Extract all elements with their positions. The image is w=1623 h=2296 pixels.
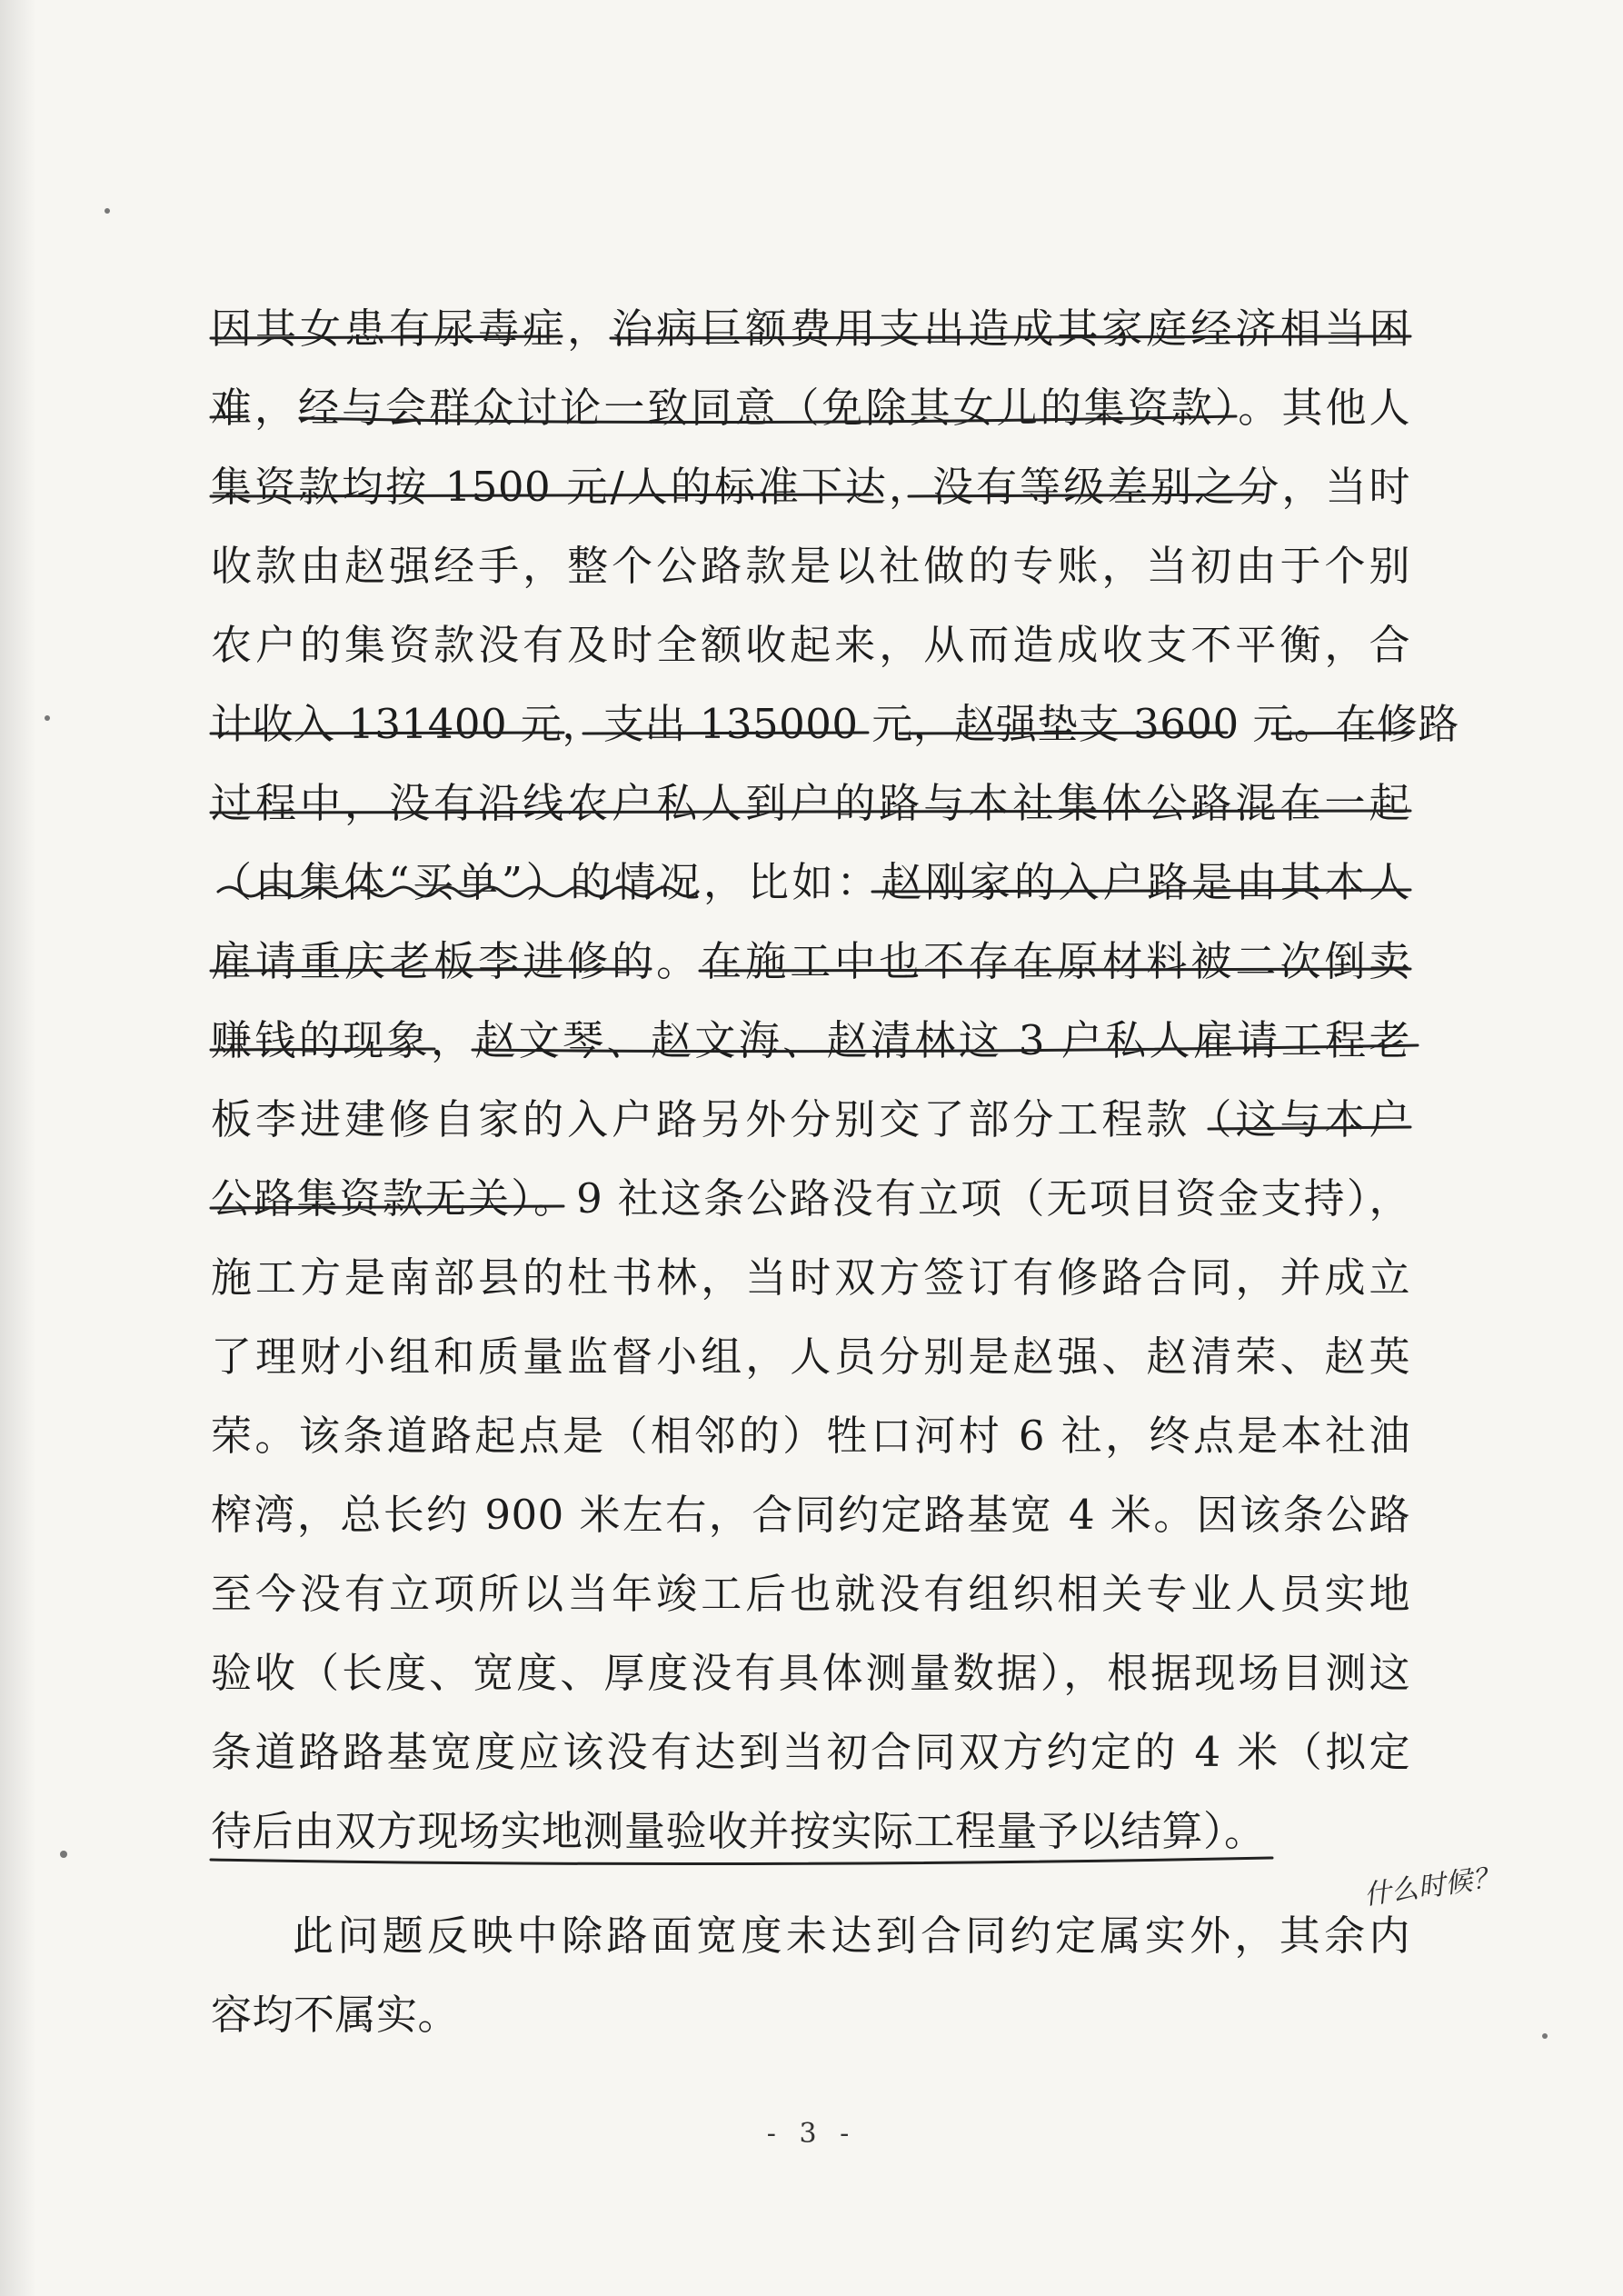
scan-edge-shadow (0, 0, 36, 2296)
text-line: 条道路路基宽度应该没有达到当初合同双方约定的 4 米（拟定 (211, 1728, 1410, 1776)
text-line: 收款由赵强经手，整个公路款是以社做的专账，当初由于个别 (211, 542, 1410, 590)
text-line: 过程中，没有沿线农户私人到户的路与本社集体公路混在一起 (211, 779, 1410, 827)
text-line: 板李进建修自家的入户路另外分别交了部分工程款（这与本户 (211, 1095, 1410, 1143)
text-line: 荣。该条道路起点是（相邻的）牲口河村 6 社，终点是本社油 (211, 1412, 1410, 1460)
text-line: 计收入 131400 元，支出 135000 元，赵强垫支 3600 元。在修路 (211, 700, 1459, 748)
scan-speck (105, 208, 110, 214)
paragraph-2-line: 容均不属实。 (211, 1991, 460, 2039)
paragraph-gap (211, 1871, 1410, 1896)
text-line: 施工方是南部县的杜书林，当时双方签订有修路合同，并成立 (211, 1253, 1410, 1302)
text-line: 至今没有立项所以当年竣工后也就没有组织相关专业人员实地 (211, 1570, 1410, 1618)
text-line: 农户的集资款没有及时全额收起来，从而造成收支不平衡，合 (211, 621, 1410, 669)
scan-speck (1542, 2033, 1548, 2039)
text-line: 因其女患有尿毒症，治病巨额费用支出造成其家庭经济相当困 (211, 304, 1410, 353)
scan-speck (45, 715, 50, 721)
text-line: 榨湾，总长约 900 米左右，合同约定路基宽 4 米。因该条公路 (211, 1491, 1410, 1539)
text-line: （由集体“买单”）的情况，比如：赵刚家的入户路是由其本人 (211, 858, 1410, 906)
text-line: 待后由双方现场实地测量验收并按实际工程量予以结算）。 (211, 1807, 1266, 1855)
text-line: 了理财小组和质量监督小组，人员分别是赵强、赵清荣、赵英 (211, 1333, 1410, 1381)
text-line: 集资款均按 1500 元/人的标准下达，没有等级差别之分，当时 (211, 463, 1410, 511)
page-number: - 3 - (766, 2118, 857, 2150)
scan-speck (60, 1851, 67, 1858)
text-line: 公路集资款无关）。9 社这条公路没有立项（无项目资金支持）， (211, 1174, 1410, 1223)
text-line: 验收（长度、宽度、厚度没有具体测量数据），根据现场目测这 (211, 1649, 1410, 1697)
text-line: 赚钱的现象，赵文琴、赵文海、赵清林这 3 户私人雇请工程老 (211, 1016, 1410, 1064)
text-line: 难，经与会群众讨论一致同意（免除其女儿的集资款）。其他人 (211, 384, 1410, 432)
paragraph-2-line: 此问题反映中除路面宽度未达到合同约定属实外，其余内 (293, 1912, 1410, 1960)
text-line: 雇请重庆老板李进修的。在施工中也不存在原材料被二次倒卖 (211, 937, 1410, 985)
handwritten-note: 什么时候？ (1361, 1861, 1502, 1912)
